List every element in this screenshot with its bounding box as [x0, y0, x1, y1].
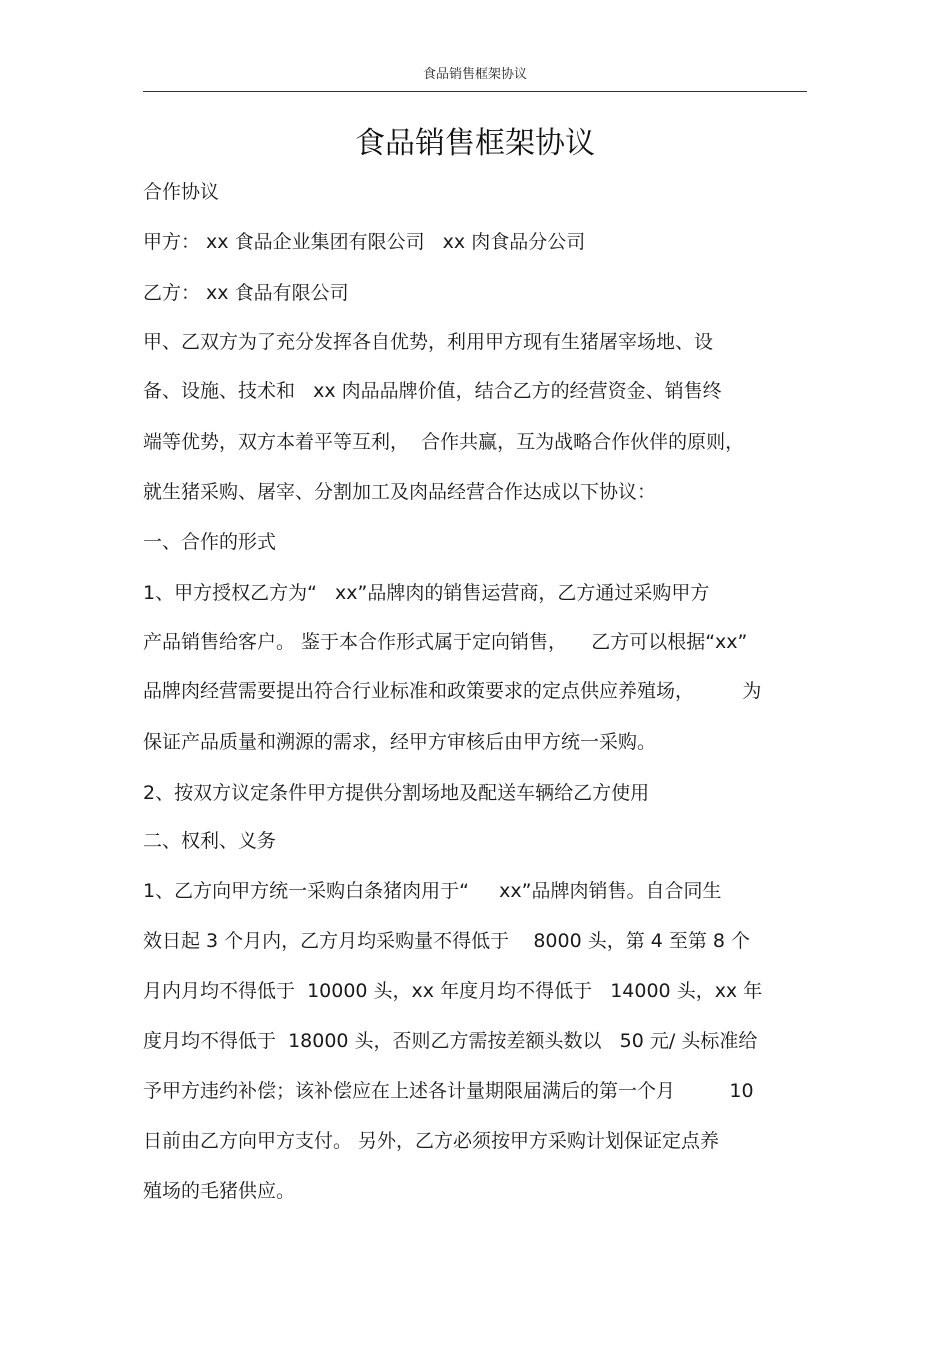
- paragraph-line: 端等优势，双方本着平等互利， 合作共赢，互为战略合作伙伴的原则，: [143, 431, 745, 453]
- paragraph-line: 1、甲方授权乙方为“ xx”品牌肉的销售运营商，乙方通过采购甲方: [143, 582, 710, 604]
- paragraph-line: 日前由乙方向甲方支付。 另外，乙方必须按甲方采购计划保证定点养: [143, 1130, 720, 1152]
- paragraph-line: 度月均不得低于 18000 头，否则乙方需按差额头数以 50 元/ 头标准给: [143, 1030, 758, 1052]
- section-heading: 二、权利、义务: [143, 830, 277, 852]
- paragraph-line: 产品销售给客户。 鉴于本合作形式属于定向销售， 乙方可以根据“xx”: [143, 631, 748, 653]
- paragraph-line: 备、设施、技术和 xx 肉品品牌价值，结合乙方的经营资金、销售终: [143, 380, 722, 402]
- paragraph-line: 保证产品质量和溯源的需求，经甲方审核后由甲方统一采购。: [143, 731, 657, 753]
- paragraph-line: 2、按双方议定条件甲方提供分割场地及配送车辆给乙方使用: [143, 782, 650, 804]
- paragraph-line: 合作协议: [143, 181, 220, 203]
- paragraph-line: 月内月均不得低于 10000 头，xx 年度月均不得低于 14000 头，xx 年: [143, 980, 763, 1002]
- paragraph-line: 就生猪采购、屠宰、分割加工及肉品经营合作达成以下协议：: [143, 481, 657, 503]
- header-divider: [143, 91, 807, 92]
- paragraph-line: 予甲方违约补偿；该补偿应在上述各计量期限届满后的第一个月 10: [143, 1080, 754, 1102]
- paragraph-line: 1、乙方向甲方统一采购白条猪肉用于“ xx”品牌肉销售。自合同生: [143, 880, 722, 902]
- section-heading: 一、合作的形式: [143, 531, 277, 553]
- paragraph-line: 品牌肉经营需要提出符合行业标准和政策要求的定点供应养殖场， 为: [143, 680, 762, 702]
- document-title: 食品销售框架协议: [355, 126, 595, 161]
- paragraph-line: 效日起 3 个月内，乙方月均采购量不得低于 8000 头，第 4 至第 8 个: [143, 930, 751, 952]
- paragraph-line: 甲方： xx 食品企业集团有限公司 xx 肉食品分公司: [143, 231, 586, 253]
- paragraph-line: 乙方： xx 食品有限公司: [143, 282, 349, 304]
- paragraph-line: 甲、乙双方为了充分发挥各自优势，利用甲方现有生猪屠宰场地、设: [143, 331, 714, 353]
- paragraph-line: 殖场的毛猪供应。: [143, 1180, 296, 1202]
- running-header: 食品销售框架协议: [422, 67, 527, 82]
